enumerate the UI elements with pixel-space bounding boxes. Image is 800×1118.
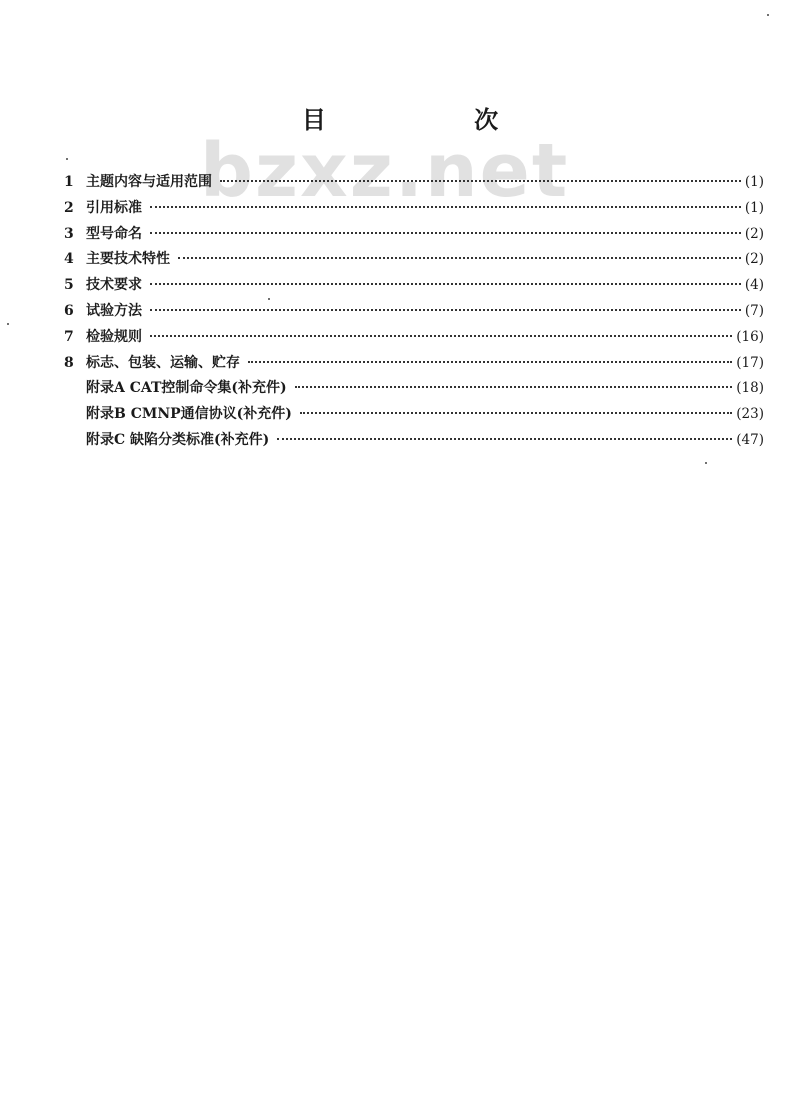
toc-entry-appendix-a[interactable]	[64, 377, 764, 403]
toc-entry-4[interactable]	[64, 248, 764, 274]
toc-entry-page: (1)	[744, 174, 764, 190]
dot-leader	[150, 206, 741, 208]
toc-entry-page: (1)	[744, 199, 764, 216]
toc-entry-page: (18)	[736, 380, 764, 397]
dot-leader	[150, 283, 741, 285]
dot-leader	[300, 412, 732, 414]
dot-leader	[277, 438, 732, 440]
page-title: 目 次	[301, 106, 569, 134]
toc-entry-label: 附录B CMNP通信协议(补充件)	[86, 406, 292, 423]
toc-entry-appendix-b[interactable]	[64, 403, 764, 429]
scan-speck	[7, 323, 9, 325]
toc-entry-3[interactable]	[64, 223, 764, 249]
toc-entry-appendix-c[interactable]	[64, 429, 764, 455]
toc-entry-page: (23)	[736, 406, 764, 423]
dot-leader	[178, 257, 741, 259]
toc-entry-page: (2)	[744, 225, 764, 242]
dot-leader	[295, 386, 733, 388]
scan-speck	[705, 462, 707, 464]
toc-entry-label: 引用标准	[86, 199, 142, 216]
toc-entry-number: 2	[64, 199, 74, 216]
toc-entry-number: 8	[64, 354, 74, 371]
toc-entry-label: 标志、包装、运输、贮存	[86, 354, 240, 371]
dot-leader	[150, 232, 741, 234]
toc-entry-label: 试验方法	[86, 302, 142, 319]
toc-entry-page: (2)	[744, 251, 764, 268]
toc-entry-number: 7	[64, 328, 74, 345]
toc-entry-number: 5	[64, 277, 74, 294]
toc-entry-page: (4)	[744, 277, 764, 294]
toc-entry-label: 附录A CAT控制命令集(补充件)	[86, 380, 287, 397]
scan-speck	[767, 14, 769, 16]
toc-entry-number: 1	[64, 174, 74, 190]
toc-entry-label: 附录C 缺陷分类标准(补充件)	[86, 431, 270, 448]
dot-leader	[220, 180, 741, 182]
toc-entry-label: 主题内容与适用范围	[86, 174, 212, 190]
toc-entry-7[interactable]	[64, 326, 764, 352]
toc-entry-label: 技术要求	[86, 277, 142, 294]
toc-entry-number: 3	[64, 225, 74, 242]
toc-entry-label: 型号命名	[86, 225, 142, 242]
toc-entry-number: 6	[64, 302, 74, 319]
dot-leader	[248, 361, 732, 363]
toc-entry-page: (16)	[736, 328, 764, 345]
dot-leader	[150, 335, 732, 337]
toc-entry-5[interactable]	[64, 274, 764, 300]
toc-entry-page: (17)	[736, 354, 764, 371]
watermark: bzxz.net	[200, 128, 570, 214]
toc-entry-number: 4	[64, 251, 74, 268]
dot-leader	[150, 309, 741, 311]
toc-entry-8[interactable]	[64, 352, 764, 378]
scan-speck	[66, 158, 68, 160]
toc-entry-page: (47)	[736, 431, 764, 448]
toc-entry-6[interactable]	[64, 300, 764, 326]
toc-entry-page: (7)	[744, 302, 764, 319]
toc-entry-2[interactable]	[64, 197, 764, 223]
toc-entry-label: 检验规则	[86, 328, 142, 345]
toc-entry-label: 主要技术特性	[86, 251, 170, 268]
toc-entry-1[interactable]	[64, 171, 764, 197]
table-of-contents	[64, 171, 764, 455]
